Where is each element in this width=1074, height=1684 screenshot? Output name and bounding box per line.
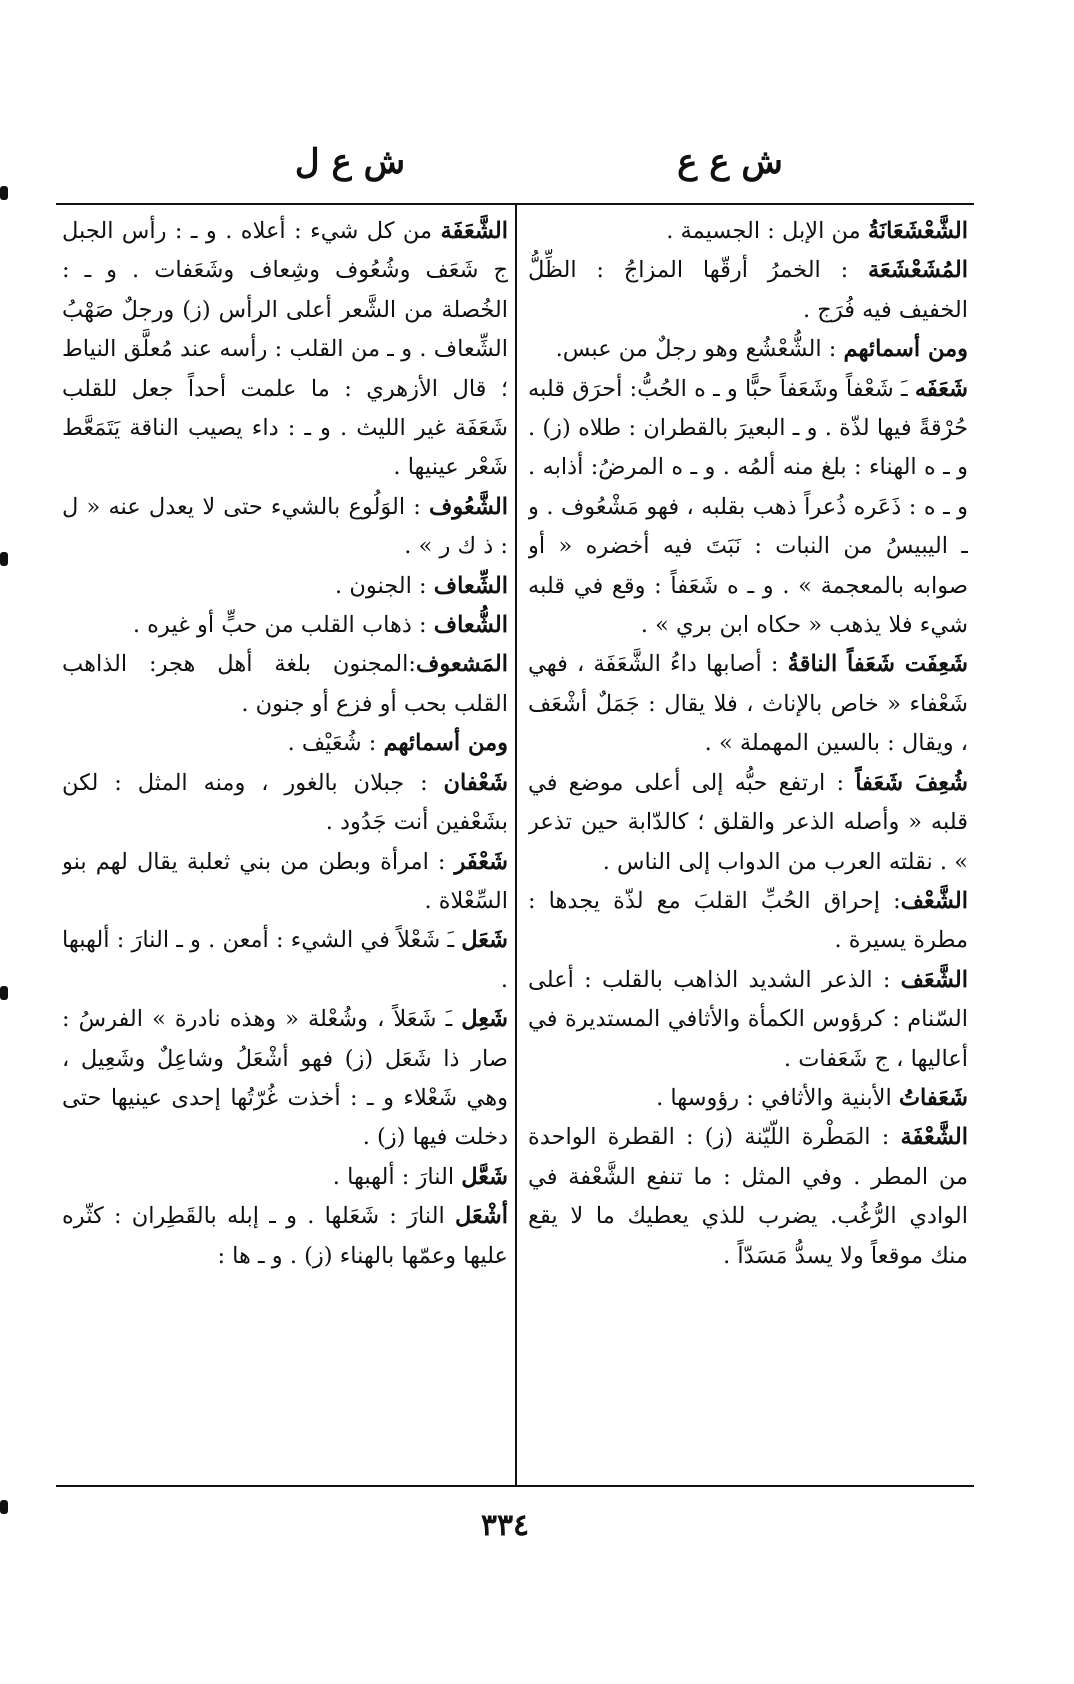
dictionary-entry [528, 1118, 968, 1276]
running-header-right: ش ع ع [677, 142, 783, 182]
entry-definition: : إحراق الحُبِّ القلبَ مع لذّة يجدها : مطرة يسيرة . [528, 887, 968, 954]
entry-definition: من الإبل : الجسيمة . [666, 218, 868, 244]
entry-definition: من كل شيء : أعلاه . و ـ : رأس الجبل ج شَعَف وشُعُوف وشِعاف وشَعَفات . و ـ : الخُصلة من الشَّعر أعلى الرأس (ز) ورجلٌ صَهْبُ الشِّعاف . و ـ من القلب : رأسه عند مُعلَّق النياط ؛ قال الأزهري : ما علمت أحداً جعل للقلب شَعَفَة غير الليث . و ـ : داء يصيب الناقة يَتَمَعَّط شَعْر عينيها . [62, 218, 508, 481]
entry-definition: : ذهاب القلب من حبٍّ أو غيره . [132, 612, 434, 639]
bottom-rule [56, 1485, 974, 1487]
entry-headword: الشَّعَف [900, 966, 968, 993]
page-number: ٣٣٤ [480, 1508, 530, 1543]
entry-headword: شَعَفَه [914, 375, 968, 402]
margin-mark [0, 986, 8, 1000]
dictionary-entry [62, 488, 508, 567]
entry-definition: : ارتفع حبُّه إلى أعلى موضع في قلبه « وأصله الذعر والقلق ؛ كالدّابة حين تذعر » . نقلته العرب من الدواب إلى الناس . [528, 769, 968, 875]
entry-definition: النارَ : شَعَلها . و ـ إبله بالقَطِران : كثّره عليها وعمّها بالهناء (ز) . و ـ ها : [62, 1203, 508, 1269]
entry-headword: الشُّعاف [433, 612, 508, 639]
entry-definition: النارَ : ألهبها . [332, 1163, 462, 1190]
entry-definition: الأبنية والأثافي : رؤوسها . [656, 1084, 899, 1111]
margin-mark [0, 186, 8, 200]
entry-headword: أشْعَل [455, 1203, 508, 1230]
entry-headword: شَعَل [461, 927, 508, 954]
entry-headword: شَعَّل [461, 1163, 508, 1190]
entry-definition: : شُعَيْف . [287, 730, 384, 757]
entry-definition: : أصابها داءُ الشَّعَفَة ، فهي شَعْفاء « خاص بالإناث ، فلا يقال : جَمَلٌ أشْعَف ، ويقال : بالسين المهملة » . [528, 651, 968, 757]
entry-headword: شَعْفَر [454, 848, 508, 875]
dictionary-entry [62, 567, 508, 606]
entry-definition: ـَ شَعْلاً في الشيء : أمعن . و ـ النارَ : ألهبها . [62, 927, 508, 993]
entry-headword: الشَّعْفَة [900, 1124, 968, 1151]
entry-headword: الشَّعُوف [429, 493, 508, 520]
entry-headword: شَعِفَت شَعَفاً الناقةُ [787, 651, 968, 678]
entry-definition: : الخمرُ أرقّها المزاجُ : الظِّلُّ الخفيف فيه فُرَج . [528, 257, 968, 323]
dictionary-entry [62, 1197, 508, 1276]
entry-headword: شَعَفاتُ [898, 1084, 968, 1111]
dictionary-entry [62, 921, 508, 1000]
entry-headword: الشِّعاف [433, 572, 508, 599]
entry-definition: : الذعر الشديد الذاهب بالقلب : أعلى السّنام : كرؤوس الكمأة والأثافي المستديرة في أعاليها ، ج شَعَفات . [528, 966, 968, 1072]
right-column [528, 212, 968, 1480]
entry-definition: : امرأة وبطن من بني ثعلبة يقال لهم بنو السِّعْلاة . [62, 848, 508, 914]
dictionary-entry [528, 645, 968, 763]
dictionary-entry [62, 764, 508, 843]
left-column [62, 212, 508, 1480]
column-divider [515, 205, 517, 1485]
dictionary-entry [528, 212, 968, 251]
entry-definition: : الشُّعْشُع وهو رجلٌ من عبس. [555, 336, 844, 363]
entry-definition: : المَطْرة اللّيّنة (ز) : القطرة الواحدة من المطر . وفي المثل : ما تنفع الشَّعْفة في الوادي الرُّغُب. يضرب للذي يعطيك ما لا يقع منك موقعاً ولا يسدُّ مَسَدّاً . [528, 1124, 968, 1269]
entry-headword: المُشَعْشَعَة [867, 257, 968, 284]
margin-mark [0, 552, 8, 566]
dictionary-entry [528, 251, 968, 330]
dictionary-entry [62, 645, 508, 724]
dictionary-entry [528, 764, 968, 882]
dictionary-entry [62, 212, 508, 488]
dictionary-entry [62, 606, 508, 645]
entry-headword: الشَّعْشَعَانَةُ [867, 218, 968, 244]
entry-definition: : الجنون . [335, 572, 434, 599]
entry-headword: ومن أسمائهم [843, 336, 968, 363]
entry-headword: الشَّعَفَة [440, 218, 508, 244]
dictionary-entry [62, 1000, 508, 1158]
entry-definition: ـَ شَعَلاً ، وشُعْلة « وهذه نادرة » الفرسُ : صار ذا شَعَل (ز) فهو أشْعَلُ وشاعِلٌ وشَعِيل ، وهي شَعْلاء و ـ : أخذت غُرّتُها إحدى عينيها حتى دخلت فيها (ز) . [62, 1006, 508, 1151]
dictionary-entry [528, 882, 968, 961]
entry-definition: ـَ شَعْفاً وشَعَفاً حبًّا و ـ ه الحُبُّ: أحرَق قلبه حُرْقةً فيها لذّة . و ـ البعيرَ بالقطران : طلاه (ز) . و ـ ه الهناء : بلغ منه ألمُه . و ـ ه المرضُ: أذابه . و ـ ه : ذَعَره ذُعراً ذهب بقلبه ، فهو مَشْعُوف . و ـ اليبيسُ من النبات : نَبَتَ فيه أخضره « أو صوابه بالمعجمة » . و ـ ه شَعَفاً : وقع في قلبه شيء فلا يذهب « حكاه ابن بري » . [528, 375, 968, 639]
entry-definition: :المجنون بلغة أهل هجر: الذاهب القلب بحب أو فزع أو جنون . [62, 651, 508, 717]
dictionary-entry [528, 330, 968, 369]
entry-definition: : الوَلُوع بالشيء حتى لا يعدل عنه « ل : ذ ك ر » . [62, 493, 508, 560]
dictionary-entry [62, 843, 508, 922]
entry-definition: : جبلان بالغور ، ومنه المثل : لكن بشَعْفين أنت جَدُود . [62, 769, 508, 836]
dictionary-entry [528, 1079, 968, 1118]
entry-headword: شَعِل [461, 1006, 508, 1033]
entry-headword: ومن أسمائهم [383, 730, 508, 757]
dictionary-entry [62, 724, 508, 763]
entry-headword: المَشعوف [416, 651, 508, 678]
running-header-left: ش ع ل [294, 142, 406, 182]
entry-headword: شُعِفَ شَعَفاً [855, 769, 968, 796]
entry-headword: الشَّعْف [900, 887, 968, 914]
dictionary-entry [528, 961, 968, 1079]
entry-headword: شَعْفان [443, 769, 508, 796]
margin-mark [0, 1500, 8, 1514]
dictionary-entry [528, 370, 968, 646]
dictionary-entry [62, 1158, 508, 1197]
